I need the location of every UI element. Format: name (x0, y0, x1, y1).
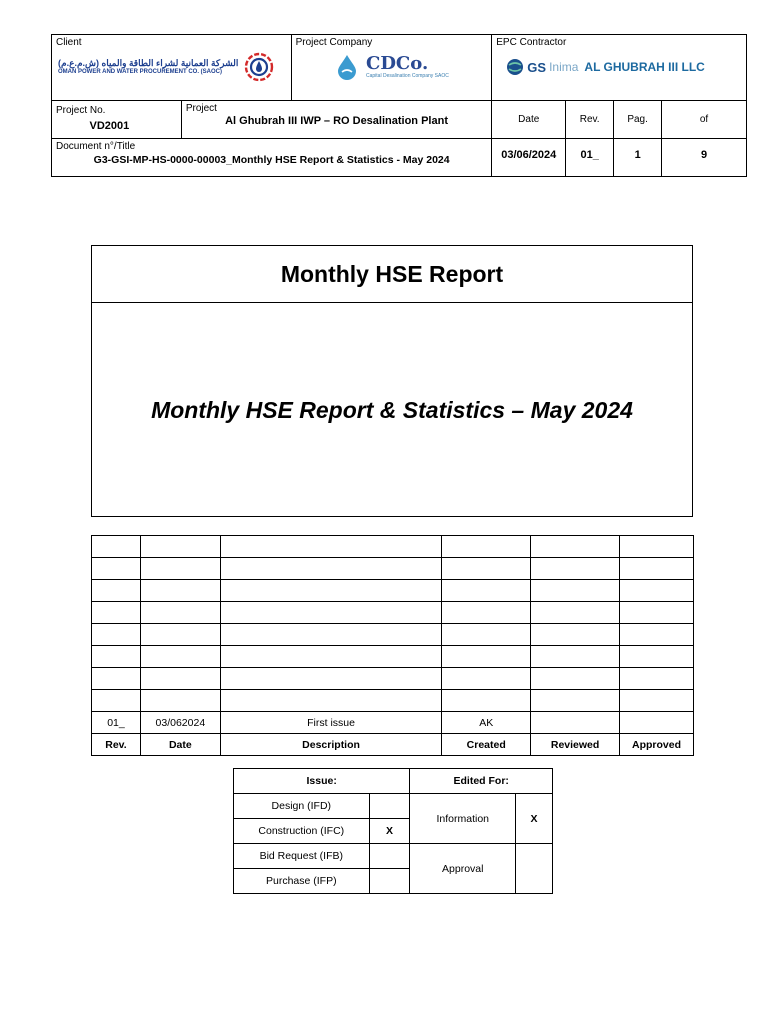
header-description: Description (220, 734, 442, 756)
issue-date: 03/06/2024 (492, 139, 566, 177)
project-title: Al Ghubrah III IWP – RO Desalination Plant (225, 115, 448, 127)
revision-entry-approved (620, 712, 694, 734)
issue-construction-mark: X (369, 819, 410, 844)
issue-design-label: Design (IFD) (234, 794, 370, 819)
issue-bid-label: Bid Request (IFB) (234, 844, 370, 869)
report-subtitle: Monthly HSE Report & Statistics – May 2024 (151, 397, 633, 423)
cdco-logo-name: CDCo. (366, 53, 429, 74)
gs-inima-logo (492, 48, 746, 76)
edited-for-header: Edited For: (410, 769, 553, 794)
revision-table (91, 535, 694, 756)
revision-blank-row (92, 536, 694, 558)
header-approved: Approved (620, 734, 694, 756)
revision-blank-row (92, 602, 694, 624)
issue-table (233, 768, 553, 894)
title-box (91, 245, 693, 517)
epc-company-name: AL GHUBRAH III LLC (584, 60, 705, 74)
client-logo-arabic: الشركة العمانية لشراء الطاقة والمياه (ش.م.ع.م) (58, 58, 239, 69)
revision-number: 01_ (566, 139, 614, 177)
project-no-value: VD2001 (89, 120, 130, 132)
issue-bid-mark (369, 844, 410, 869)
cdco-logo-subtitle: Capital Desalination Company SAOC (366, 73, 449, 79)
revision-blank-row (92, 624, 694, 646)
inima-logo-text: Inima (549, 60, 579, 74)
edited-approval-mark (516, 844, 553, 894)
revision-blank-row (92, 580, 694, 602)
client-cell (52, 35, 292, 101)
document-label: Document n°/Title (56, 141, 136, 152)
document-title: G3-GSI-MP-HS-0000-00003_Monthly HSE Report & Statistics - May 2024 (93, 154, 450, 166)
document-header (51, 34, 747, 177)
revision-entry-date: 03/062024 (140, 712, 220, 734)
edited-information-mark: X (516, 794, 553, 844)
project-no-cell (52, 101, 182, 139)
epc-contractor-cell (492, 35, 747, 101)
revision-entry-description: First issue (220, 712, 442, 734)
header-date: Date (140, 734, 220, 756)
client-emblem-icon (244, 52, 274, 82)
issue-header: Issue: (234, 769, 410, 794)
issue-purchase-mark (369, 869, 410, 894)
revision-header-row (92, 734, 694, 756)
rev-label: Rev. (566, 101, 614, 139)
issue-design-mark (369, 794, 410, 819)
report-heading: Monthly HSE Report (92, 246, 692, 303)
revision-entry-row (92, 712, 694, 734)
revision-blank-row (92, 646, 694, 668)
date-label: Date (492, 101, 566, 139)
header-reviewed: Reviewed (531, 734, 620, 756)
edited-information-label: Information (410, 794, 516, 844)
project-company-cell (291, 35, 492, 101)
cdco-logo (292, 48, 492, 80)
page-number: 1 (614, 139, 662, 177)
water-drop-icon (334, 54, 360, 80)
header-rev: Rev. (92, 734, 141, 756)
total-pages: 9 (662, 139, 747, 177)
epc-contractor-label: EPC Contractor (496, 37, 567, 48)
revision-entry-rev: 01_ (92, 712, 141, 734)
document-title-cell (52, 139, 492, 177)
client-label: Client (56, 37, 82, 48)
gs-logo-text: GS (527, 59, 547, 75)
gs-globe-icon (506, 58, 524, 76)
revision-entry-reviewed (531, 712, 620, 734)
revision-blank-row (92, 690, 694, 712)
project-cell (181, 101, 491, 139)
edited-approval-label: Approval (410, 844, 516, 894)
project-no-label: Project No. (56, 105, 106, 116)
client-logo (58, 52, 274, 82)
project-label: Project (185, 103, 217, 114)
issue-purchase-label: Purchase (IFP) (234, 869, 370, 894)
revision-blank-row (92, 668, 694, 690)
of-label: of (662, 101, 747, 139)
page-label: Pag. (614, 101, 662, 139)
issue-construction-label: Construction (IFC) (234, 819, 370, 844)
revision-blank-row (92, 558, 694, 580)
revision-entry-created: AK (442, 712, 531, 734)
project-company-label: Project Company (295, 37, 373, 48)
header-created: Created (442, 734, 531, 756)
client-logo-english: OMAN POWER AND WATER PROCUREMENT CO. (SAOC) (58, 68, 222, 75)
